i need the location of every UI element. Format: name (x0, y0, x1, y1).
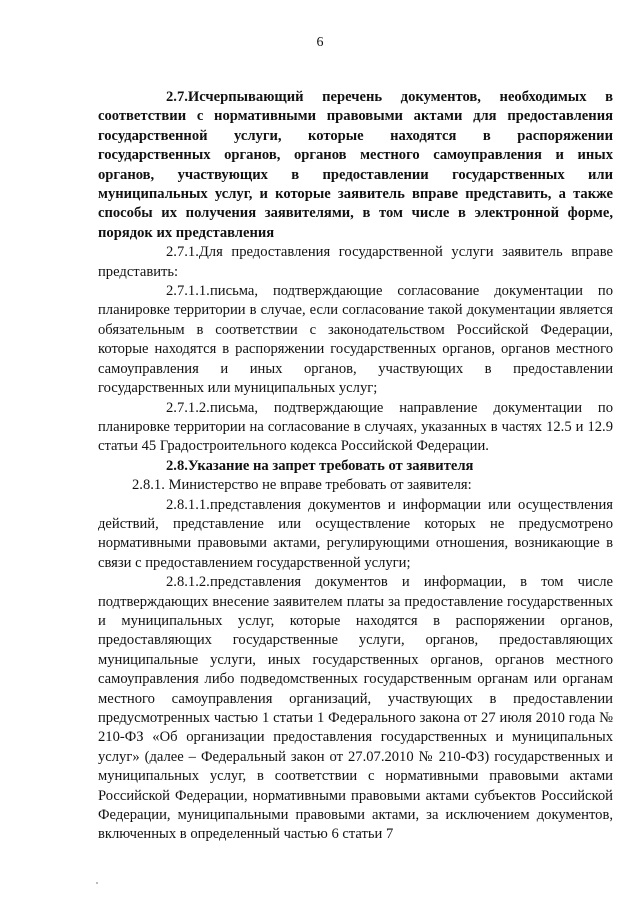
paragraph-text: Для предоставления государственной услуги заявитель вправе представить: (98, 244, 613, 280)
paragraph-2-8-1-2 (98, 573, 613, 845)
paragraph-2-8-1-1 (98, 496, 613, 574)
paragraph-text: представления документов и информации, в том числе подтверждающих внесение заявителем платы за предоставление государственных и муниципальных услуг, которые находятся в распоряжении органов, предоставляющих государственные услуги, органов, предоставляющих муниципальные услуги, иных государственных органов, органов местного самоуправления либо подведомственных государственным органам или органам местного самоуправления организаций, участвующих в предоставлении предусмотренных частью 1 статьи 1 Федерального закона от 27 июля 2010 года № 210-ФЗ «Об организации предоставления государственных и муниципальных услуг» (далее – Федеральный закон от 27.07.2010 № 210-ФЗ) государственных и муниципальных услуг, в соответствии с нормативными правовыми актами Российской Федерации, нормативными правовыми актами субъектов Российской Федерации, муниципальными правовыми актами, за исключением документов, включенных в определенный частью 6 статьи 7 (98, 574, 613, 843)
paragraph-2-7-1-1 (98, 282, 613, 398)
paragraph-2-8-1 (98, 476, 613, 495)
section-heading-2-7 (98, 88, 613, 243)
paragraph-2-7-1 (98, 243, 613, 282)
paragraph-number: 2.7.1.1. (166, 283, 210, 300)
paragraph-2-7-1-2 (98, 399, 613, 457)
paragraph-number: 2.8.1.1. (166, 496, 210, 513)
paragraph-text: Министерство не вправе требовать от заявителя: (168, 477, 472, 494)
section-number: 2.7. (166, 89, 188, 105)
section-heading-2-8 (98, 457, 613, 476)
paragraph-number: 2.8.1.2. (166, 574, 210, 591)
paragraph-number: 2.7.1. (166, 244, 199, 261)
page-number: 6 (316, 35, 324, 50)
paragraph-text: письма, подтверждающие направление документации по планировке территории на согласование в случаях, указанных в частях 12.5 и 12.9 статьи 45 Градостроительного кодекса Российской Федерации. (98, 399, 613, 455)
section-number: 2.8. (166, 457, 188, 474)
paragraph-text: представления документов и информации или осуществления действий, представление или осуществление которых не предусмотрено нормативными правовыми актами, регулирующими отношения, возникающие в связи с предоставлением государственной услуги; (98, 496, 613, 571)
paragraph-number: 2.8.1. (132, 477, 165, 494)
section-heading-text: Исчерпывающий перечень документов, необходимых в соответствии с нормативными правовыми актами для предоставления государственной услуги, которые находятся в распоряжении государственных органов, органов местного самоуправления и иных органов, участвующих в предоставлении государственных или муниципальных услуг, и которые заявитель вправе представить, а также способы их получения заявителями, в том числе в электронной форме, порядок их представления (98, 89, 613, 241)
scan-artifact-dot (96, 882, 98, 884)
section-heading-text: Указание на запрет требовать от заявителя (187, 457, 474, 474)
document-body (98, 88, 613, 845)
paragraph-text: письма, подтверждающие согласование документации по планировке территории в случае, если согласование такой документации является обязательным в соответствии с законодательством Российской Федерации, которые находятся в распоряжении государственных органов, органов местного самоуправления и иных органов, участвующих в предоставлении государственных или муниципальных услуг; (98, 283, 613, 397)
paragraph-number: 2.7.1.2. (166, 399, 210, 416)
